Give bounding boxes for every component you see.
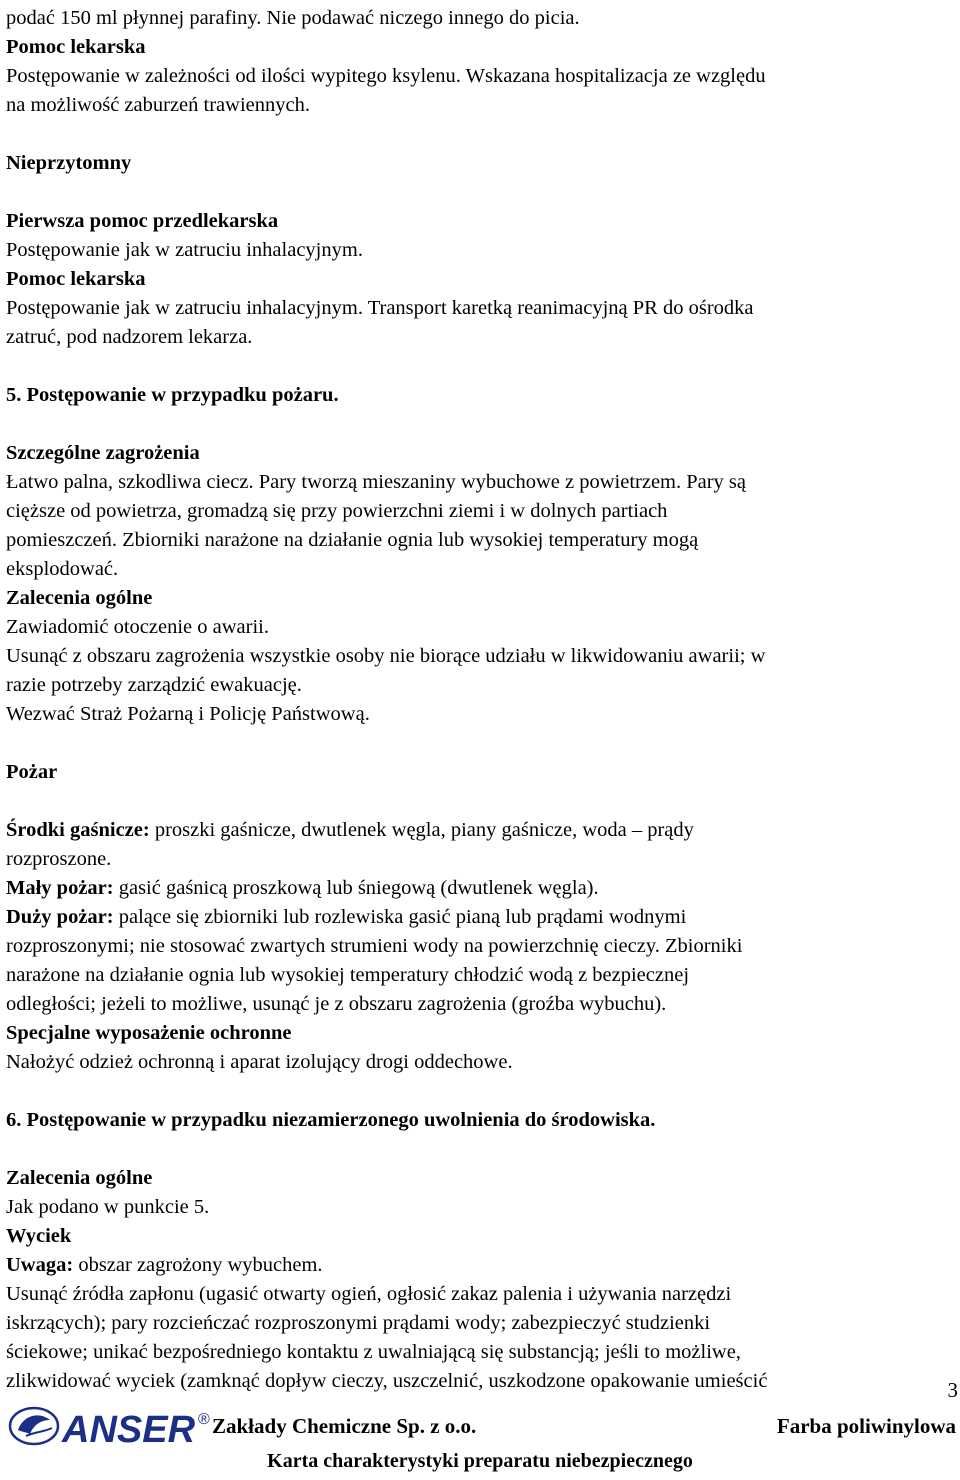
inline-text: proszki gaśnicze, dwutlenek węgla, piany gaśnicze, woda – prądy [149,819,694,841]
text-line: Zawiadomić otoczenie o awarii. [6,616,269,638]
blank-line [6,1077,950,1106]
document-title: Karta charakterystyki preparatu niebezpiecznego [267,1450,693,1472]
text-line: Postępowanie w zależności od ilości wypitego ksylenu. Wskazana hospitalizacja ze względu [6,65,766,87]
text-line: eksplodować. [6,558,119,580]
text-line: cięższe od powietrza, gromadzą się przy powierzchni ziemi i w dolnych partiach [6,500,668,522]
text-line: Jak podano w punkcie 5. [6,1196,210,1218]
section-heading: Zalecenia ogólne [6,587,153,609]
text-line [6,874,950,903]
inline-label: Mały pożar: [6,877,114,899]
inline-text: obszar zagrożony wybuchem. [73,1254,323,1276]
text-line: Łatwo palna, szkodliwa ciecz. Pary tworzą mieszaniny wybuchowe z powietrzem. Pary są [6,471,747,493]
section-heading: Specjalne wyposażenie ochronne [6,1022,292,1044]
inline-label: Uwaga: [6,1254,74,1276]
text-line: Nałożyć odzież ochronną i aparat izolujący drogi oddechowe. [6,1051,513,1073]
text-line: zlikwidować wyciek (zamknąć dopływ cieczy, uszczelnić, uszkodzone opakowanie umieścić [6,1370,768,1392]
page-number: 3 [947,1378,958,1402]
text-line: odległości; jeżeli to możliwe, usunąć je z obszaru zagrożenia (groźba wybuchu). [6,993,667,1015]
text-line [6,903,950,932]
inline-text: gasić gaśnicą proszkową lub śniegową (dwutlenek węgla). [113,877,599,899]
section-heading: Nieprzytomny [6,152,132,174]
section-heading: 5. Postępowanie w przypadku pożaru. [6,384,339,406]
registered-mark: ® [198,1411,210,1428]
text-line: pomieszczeń. Zbiorniki narażone na działanie ognia lub wysokiej temperatury mogą [6,529,699,551]
blank-line [6,120,950,149]
bird-emblem-icon [10,1408,58,1444]
blank-line [6,410,950,439]
text-line: zatruć, pod nadzorem lekarza. [6,326,253,348]
company-name: Zakłady Chemiczne Sp. z o.o. [212,1414,477,1438]
text-line: rozproszonymi; nie stosować zwartych strumieni wody na powierzchnię cieczy. Zbiorniki [6,935,743,957]
text-line: iskrzących); pary rozcieńczać rozproszonymi prądami wody; zabezpieczyć studzienki [6,1312,711,1334]
page-footer [0,1402,960,1480]
section-heading: Pomoc lekarska [6,268,146,290]
text-line: na możliwość zaburzeń trawiennych. [6,94,310,116]
text-line: Postępowanie jak w zatruciu inhalacyjnym. Transport karetką reanimacyjną PR do ośrodka [6,297,754,319]
section-heading: Zalecenia ogólne [6,1167,153,1189]
text-line: Usunąć z obszaru zagrożenia wszystkie osoby nie biorące udziału w likwidowaniu awarii; w [6,645,766,667]
inline-label: Duży pożar: [6,906,114,928]
text-line: Postępowanie jak w zatruciu inhalacyjnym. [6,239,363,261]
blank-line [6,352,950,381]
anser-logo [4,1402,214,1450]
section-heading: Szczególne zagrożenia [6,442,200,464]
blank-line [6,729,950,758]
section-heading: Pomoc lekarska [6,36,146,58]
text-line: Usunąć źródła zapłonu (ugasić otwarty ogień, ogłosić zakaz palenia i używania narzędzi [6,1283,732,1305]
section-heading: Wyciek [6,1225,72,1247]
text-line [6,1251,950,1280]
document-body [6,4,950,1396]
text-line: rozproszone. [6,848,112,870]
blank-line [6,1135,950,1164]
product-name: Farba poliwinylowa [776,1414,956,1438]
text-line [6,816,950,845]
section-heading: 6. Postępowanie w przypadku niezamierzonego uwolnienia do środowiska. [6,1109,656,1131]
section-heading: Pierwsza pomoc przedlekarska [6,210,279,232]
inline-text: palące się zbiorniki lub rozlewiska gasić pianą lub prądami wodnymi [113,906,687,928]
text-line: Wezwać Straż Pożarną i Policję Państwową. [6,703,370,725]
logo-wordmark: ANSER [62,1409,196,1450]
blank-line [6,787,950,816]
blank-line [6,178,950,207]
text-line: narażone na działanie ognia lub wysokiej temperatury chłodzić wodą z bezpiecznej [6,964,690,986]
section-heading: Pożar [6,761,58,783]
text-line: razie potrzeby zarządzić ewakuację. [6,674,302,696]
text-line: ściekowe; unikać bezpośredniego kontaktu z uwalniającą się substancją; jeśli to możliwe, [6,1341,741,1363]
inline-label: Środki gaśnicze: [6,819,150,841]
text-line: podać 150 ml płynnej parafiny. Nie podawać niczego innego do picia. [6,7,580,29]
